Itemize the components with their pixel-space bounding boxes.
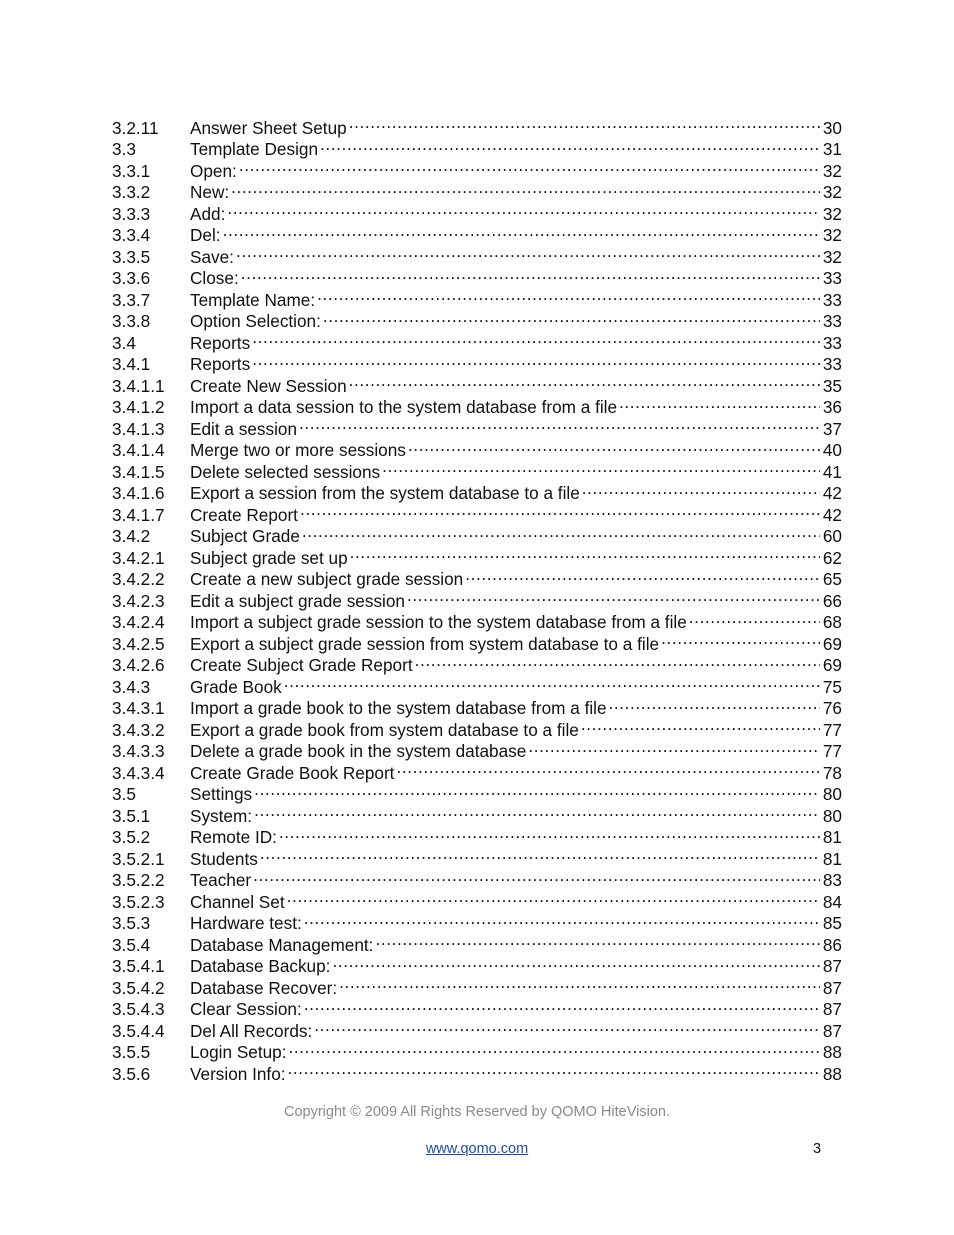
toc-entry-title: Teacher (190, 870, 252, 890)
toc-entry-title: Hardware test: (190, 913, 302, 933)
toc-entry-number: 3.3.1 (112, 160, 151, 181)
toc-entry-page: 33 (822, 289, 842, 310)
toc-entry-page: 87 (822, 977, 842, 998)
toc-entry-page: 30 (822, 117, 842, 138)
toc-dot-leader (323, 306, 820, 328)
toc-dot-leader (528, 736, 820, 758)
toc-entry-page: 33 (822, 354, 842, 374)
toc-entry-number: 3.4.1.2 (112, 397, 165, 417)
toc-dot-leader (239, 155, 820, 177)
toc-dot-leader (349, 370, 820, 392)
table-of-contents (112, 112, 842, 1084)
toc-dot-leader (581, 714, 820, 736)
toc-entry-title: Export a grade book from system database to a file (190, 719, 579, 740)
toc-dot-leader (465, 564, 820, 586)
toc-entry-title: Del All Records: (190, 1020, 313, 1041)
toc-dot-leader (289, 1037, 820, 1059)
toc-entry-number: 3.4.3.3 (112, 741, 165, 761)
toc-entry-title: Database Recover: (190, 977, 338, 998)
toc-entry-title: Import a grade book to the system database from a file (190, 698, 607, 718)
toc-entry-number: 3.5.6 (112, 1063, 151, 1084)
toc-entry-number: 3.4.1.3 (112, 418, 165, 439)
toc-entry-title: Merge two or more sessions (190, 440, 406, 460)
toc-entry-title: Answer Sheet Setup (190, 117, 347, 138)
toc-entry-page: 85 (822, 913, 842, 933)
toc-entry-title: Export a subject grade session from system database to a file (190, 633, 660, 654)
toc-dot-leader (227, 198, 820, 220)
toc-entry-page: 32 (822, 182, 842, 202)
toc-entry-number: 3.4.3 (112, 676, 151, 697)
toc-entry-page: 33 (822, 332, 842, 353)
toc-entry[interactable] (112, 112, 842, 138)
toc-entry-number: 3.2.11 (112, 117, 159, 138)
toc-dot-leader (320, 134, 820, 156)
toc-entry-title: Import a subject grade session to the system database from a file (190, 612, 687, 632)
toc-entry-number: 3.4.2.3 (112, 590, 165, 611)
toc-entry-number: 3.5.2.2 (112, 870, 165, 890)
toc-entry-page: 88 (822, 1042, 842, 1062)
toc-dot-leader (279, 822, 820, 844)
toc-dot-leader (332, 951, 820, 973)
toc-entry-title: Delete a grade book in the system database (190, 741, 527, 761)
toc-dot-leader (241, 263, 820, 285)
toc-dot-leader (375, 929, 820, 951)
toc-entry-title: Create Subject Grade Report (190, 655, 413, 675)
footer-website-link[interactable]: www.qomo.com (425, 1141, 529, 1157)
toc-dot-leader (396, 757, 820, 779)
toc-entry-title: Export a session from the system database to a file (190, 483, 580, 503)
toc-entry-page: 87 (822, 956, 842, 976)
toc-entry-number: 3.5.4 (112, 934, 151, 955)
toc-entry-title: Remote ID: (190, 827, 277, 847)
toc-dot-leader (314, 1015, 820, 1037)
toc-entry-title: Channel Set (190, 891, 285, 912)
toc-entry-number: 3.4.1.7 (112, 504, 165, 525)
toc-entry-number: 3.5.4.3 (112, 999, 165, 1019)
toc-dot-leader (349, 112, 820, 134)
toc-entry-number: 3.4.2.1 (112, 547, 165, 568)
toc-entry-title: Subject grade set up (190, 547, 348, 568)
toc-entry-number: 3.5.2.3 (112, 891, 165, 912)
toc-entry-page: 41 (822, 461, 842, 482)
toc-entry-page: 32 (822, 160, 842, 181)
toc-entry-page: 77 (822, 719, 842, 740)
toc-dot-leader (287, 886, 820, 908)
toc-entry-title: Close: (190, 268, 239, 288)
toc-entry-number: 3.4.1.6 (112, 483, 165, 503)
toc-entry-title: Reports (190, 354, 251, 374)
toc-entry-page: 42 (822, 504, 842, 525)
toc-entry-page: 32 (822, 203, 842, 224)
toc-dot-leader (609, 693, 820, 715)
toc-entry-number: 3.3.2 (112, 182, 151, 202)
toc-entry-title: Edit a subject grade session (190, 590, 405, 611)
toc-entry-number: 3.3.7 (112, 289, 151, 310)
toc-entry-page: 88 (822, 1063, 842, 1084)
toc-dot-leader (317, 284, 820, 306)
toc-entry-page: 65 (822, 569, 842, 589)
toc-dot-leader (407, 585, 820, 607)
toc-entry-page: 35 (822, 375, 842, 396)
toc-dot-leader (300, 499, 820, 521)
toc-dot-leader (260, 843, 820, 865)
toc-entry-title: Open: (190, 160, 237, 181)
toc-entry-page: 37 (822, 418, 842, 439)
toc-dot-leader (302, 521, 820, 543)
toc-dot-leader (661, 628, 820, 650)
toc-dot-leader (582, 478, 820, 500)
toc-entry-page: 69 (822, 655, 842, 675)
toc-entry-page: 78 (822, 762, 842, 783)
toc-entry-page: 76 (822, 698, 842, 718)
toc-entry-title: Delete selected sessions (190, 461, 381, 482)
toc-entry-page: 31 (822, 139, 842, 159)
toc-entry-number: 3.4.2.6 (112, 655, 165, 675)
toc-entry-page: 83 (822, 870, 842, 890)
toc-entry-number: 3.5.2.1 (112, 848, 165, 869)
toc-entry-number: 3.4.3.2 (112, 719, 165, 740)
toc-entry-page: 84 (822, 891, 842, 912)
toc-entry-page: 32 (822, 225, 842, 245)
toc-entry-title: Import a data session to the system database from a file (190, 397, 618, 417)
toc-entry-title: Create Grade Book Report (190, 762, 395, 783)
toc-dot-leader (223, 220, 820, 242)
toc-entry-title: Template Design (190, 139, 319, 159)
toc-entry-title: Subject Grade (190, 526, 300, 546)
toc-entry-page: 68 (822, 612, 842, 632)
toc-entry-page: 40 (822, 440, 842, 460)
toc-entry-title: Add: (190, 203, 226, 224)
toc-entry-number: 3.5.2 (112, 827, 151, 847)
toc-dot-leader (415, 650, 820, 672)
toc-entry-page: 80 (822, 784, 842, 804)
toc-dot-leader (254, 800, 820, 822)
footer-copyright: Copyright © 2009 All Rights Reserved by QOMO HiteVision. (284, 1104, 670, 1120)
toc-dot-leader (231, 177, 820, 199)
toc-entry-number: 3.4.2 (112, 526, 151, 546)
toc-entry-page: 33 (822, 268, 842, 288)
toc-entry-number: 3.4.1.5 (112, 461, 165, 482)
toc-entry-title: New: (190, 182, 230, 202)
toc-entry-page: 62 (822, 547, 842, 568)
toc-entry-page: 86 (822, 934, 842, 955)
toc-entry-number: 3.4.2.2 (112, 569, 165, 589)
toc-entry-title: Del: (190, 225, 221, 245)
toc-entry-number: 3.5.1 (112, 805, 151, 826)
toc-dot-leader (288, 1058, 820, 1080)
toc-entry-page: 60 (822, 526, 842, 546)
toc-entry-page: 87 (822, 1020, 842, 1041)
toc-entry-title: Edit a session (190, 418, 298, 439)
toc-dot-leader (304, 994, 820, 1016)
toc-entry[interactable] (112, 241, 842, 267)
toc-dot-leader (304, 908, 820, 930)
toc-dot-leader (382, 456, 820, 478)
toc-entry-page: 80 (822, 805, 842, 826)
toc-entry-page: 81 (822, 848, 842, 869)
toc-dot-leader (408, 435, 820, 457)
toc-entry-page: 81 (822, 827, 842, 847)
toc-entry-number: 3.3 (112, 139, 136, 159)
toc-entry-title: Option Selection: (190, 311, 321, 331)
toc-entry-number: 3.4 (112, 332, 136, 353)
toc-entry-page: 75 (822, 676, 842, 697)
toc-dot-leader (236, 241, 820, 263)
toc-dot-leader (252, 327, 820, 349)
toc-dot-leader (253, 865, 820, 887)
toc-dot-leader (350, 542, 820, 564)
toc-dot-leader (284, 671, 820, 693)
toc-entry-title: Clear Session: (190, 999, 302, 1019)
toc-dot-leader (252, 349, 820, 371)
toc-entry-number: 3.4.3.4 (112, 762, 165, 783)
toc-entry-page: 77 (822, 741, 842, 761)
toc-dot-leader (619, 392, 820, 414)
toc-entry-page: 36 (822, 397, 842, 417)
toc-entry-number: 3.4.1.1 (112, 375, 165, 396)
toc-entry-number: 3.3.8 (112, 311, 151, 331)
toc-entry-title: Students (190, 848, 258, 869)
toc-entry-title: Create Report (190, 504, 298, 525)
toc-dot-leader (254, 779, 820, 801)
toc-dot-leader (339, 972, 820, 994)
toc-entry-title: Template Name: (190, 289, 316, 310)
toc-entry-number: 3.3.4 (112, 225, 151, 245)
toc-entry-number: 3.4.3.1 (112, 698, 165, 718)
toc-entry-page: 69 (822, 633, 842, 654)
toc-entry-page: 66 (822, 590, 842, 611)
toc-entry-number: 3.4.1 (112, 354, 151, 374)
toc-dot-leader (299, 413, 820, 435)
toc-entry-title: Save: (190, 246, 234, 267)
toc-entry-number: 3.4.2.5 (112, 633, 165, 654)
toc-entry-title: Version Info: (190, 1063, 286, 1084)
toc-entry-title: Reports (190, 332, 251, 353)
toc-entry-number: 3.3.6 (112, 268, 151, 288)
toc-entry-page: 87 (822, 999, 842, 1019)
toc-entry-number: 3.3.3 (112, 203, 151, 224)
toc-entry-number: 3.4.2.4 (112, 612, 165, 632)
toc-entry-title: Grade Book (190, 676, 282, 697)
toc-entry-number: 3.5 (112, 784, 136, 804)
toc-entry-title: Create New Session (190, 375, 347, 396)
toc-entry-title: System: (190, 805, 253, 826)
toc-entry-number: 3.5.4.2 (112, 977, 165, 998)
toc-entry-title: Database Management: (190, 934, 374, 955)
toc-entry-title: Settings (190, 784, 253, 804)
toc-entry-title: Create a new subject grade session (190, 569, 464, 589)
toc-entry-title: Login Setup: (190, 1042, 287, 1062)
toc-entry-number: 3.5.4.4 (112, 1020, 165, 1041)
toc-entry-title: Database Backup: (190, 956, 331, 976)
toc-dot-leader (689, 607, 820, 629)
toc-entry-page: 32 (822, 246, 842, 267)
toc-entry-number: 3.5.3 (112, 913, 151, 933)
toc-entry-number: 3.5.4.1 (112, 956, 165, 976)
toc-entry-number: 3.4.1.4 (112, 440, 165, 460)
page-number: 3 (813, 1141, 822, 1157)
toc-entry-number: 3.5.5 (112, 1042, 151, 1062)
toc-entry-number: 3.3.5 (112, 246, 151, 267)
toc-entry-page: 33 (822, 311, 842, 331)
toc-entry-page: 42 (822, 483, 842, 503)
